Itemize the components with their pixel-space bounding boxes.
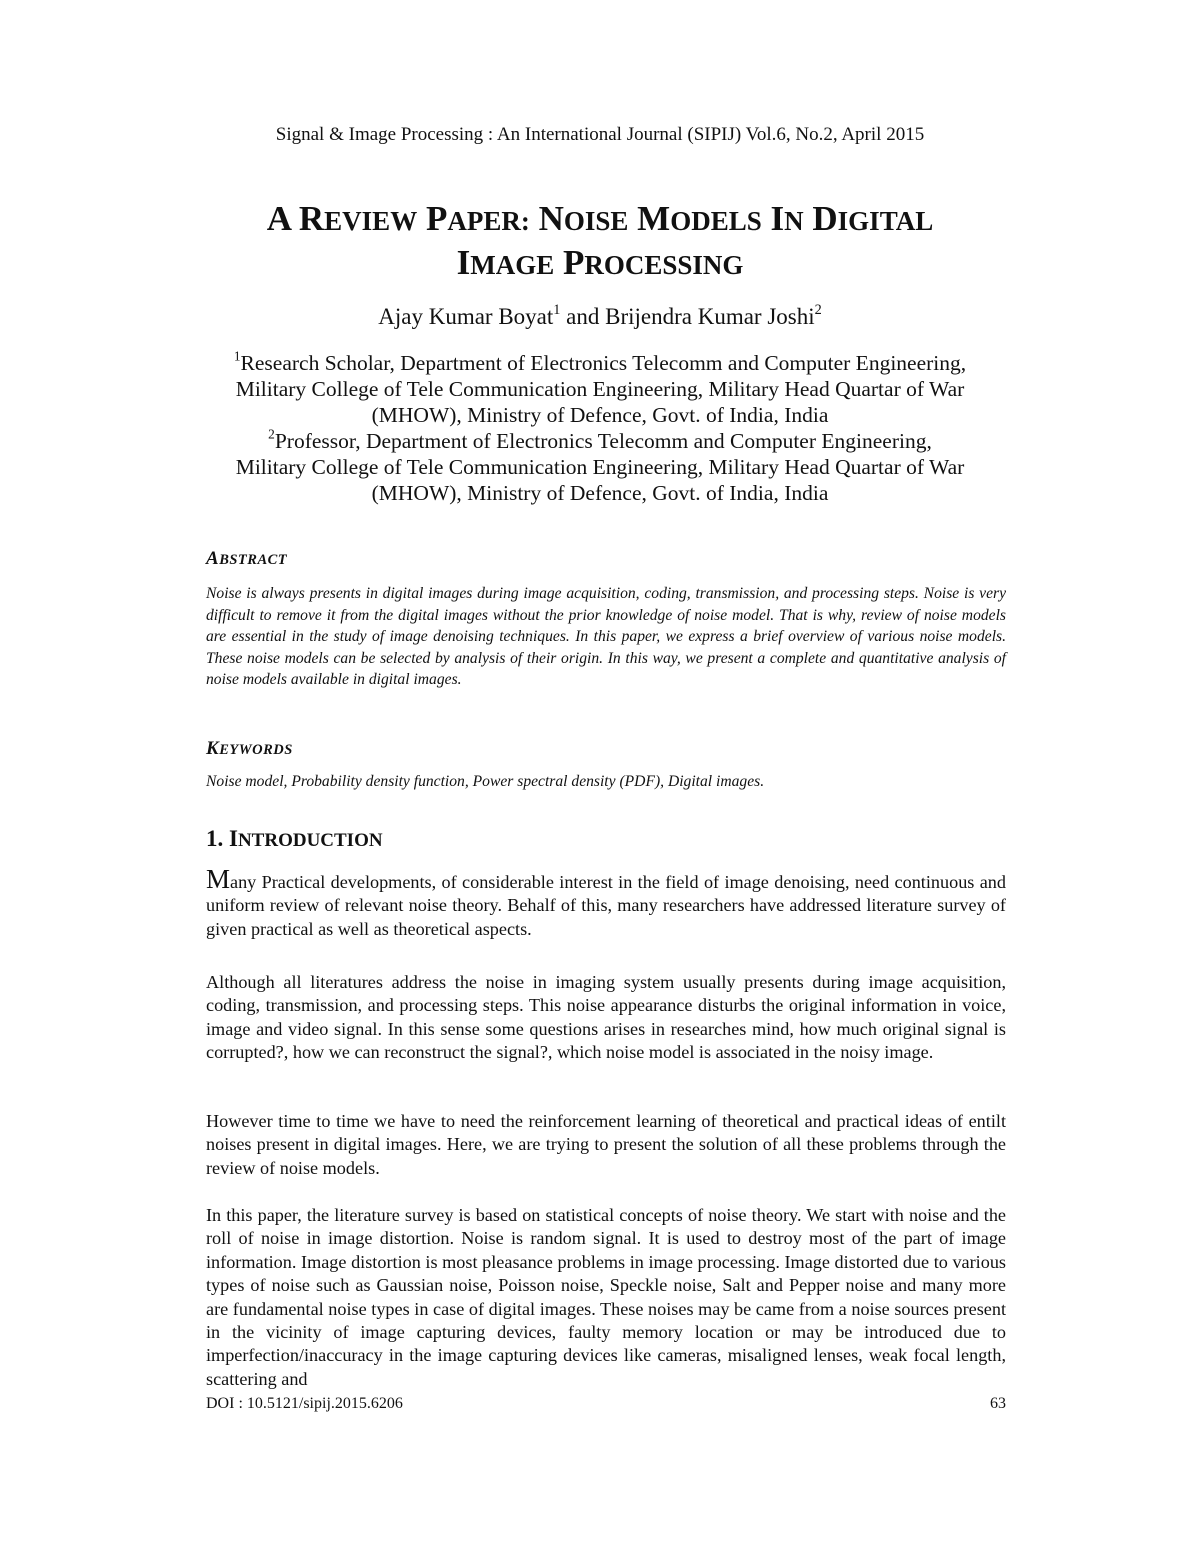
paragraph-1: Many Practical developments, of considerable interest in the field of image denoising, need continuous and uniform review of relevant noise theory. Behalf of this, many researchers have addressed literature survey of given practical as well as theoretical aspects. bbox=[206, 864, 1006, 939]
author-2: Brijendra Kumar Joshi bbox=[605, 304, 815, 329]
abstract-heading: ABSTRACT bbox=[206, 548, 288, 569]
paragraph-4: In this paper, the literature survey is based on statistical concepts of noise theory. We start with noise and the roll of noise in image distortion. Noise is random signal. It is used to destroy most of the part of image information. Image distortion is most pleasance problems in image processing. Image distorted due to various types of noise such as Gaussian noise, Poisson noise, Speckle noise, Salt and Pepper noise and many more are fundamental noise types in case of digital images. These noises may be came from a noise sources present in the vicinity of image capturing devices, faulty memory location or may be introduced due to imperfection/inaccuracy in the image capturing devices like cameras, misaligned lenses, weak focal length, scattering and bbox=[206, 1205, 1006, 1389]
affiliations: $^1$Research Scholar, Department of Electronics Telecomm and Computer Engineering, Military College of Tele Communication Engineering, Military Head Quartar of War (MHOW), Ministry of Defence, Govt. of India, India $^2$Professor, Department of Electronics Telecomm and Computer Engineering, Military College of Tele Communication Engineering, Military Head Quartar of War (MHOW), Ministry of Defence, Govt. of India, India bbox=[120, 350, 1080, 506]
paragraph-3: However time to time we have to need the reinforcement learning of theoretical and practical ideas of entilt noises present in digital images. Here, we are trying to present the solution of all these problems through the review of noise models. bbox=[206, 1111, 1006, 1178]
page-footer bbox=[206, 1395, 1006, 1413]
drop-cap: M bbox=[206, 864, 231, 894]
affiliation-1: $^1$Research Scholar, Department of Electronics Telecomm and Computer Engineering, bbox=[233, 348, 967, 375]
author-list: Ajay Kumar Boyat$^1$ and Brijendra Kumar Joshi$^2$ bbox=[378, 302, 822, 329]
keywords-heading: KEYWORDS bbox=[206, 738, 293, 759]
doi-text: DOI : 10.5121/sipij.2015.6206 bbox=[206, 1395, 403, 1412]
section-heading-introduction: 1. INTRODUCTION bbox=[206, 826, 383, 851]
keywords-text: Noise model, Probability density function, Power spectral density (PDF), Digital images. bbox=[206, 773, 765, 790]
paragraph-2: Although all literatures address the noise in imaging system usually presents during image acquisition, coding, transmission, and processing steps. This noise appearance disturbs the original information in voice, image and video signal. In this sense some questions arises in researches mind, how much original signal is corrupted?, how we can reconstruct the signal?, which noise model is associated in the noisy image. bbox=[206, 972, 1006, 1063]
abstract-text: Noise is always presents in digital images during image acquisition, coding, transmission, and processing steps. Noise is very difficult to remove it from the digital images without the prior knowledge of noise model. That is why, review of noise models are essential in the study of image denoising techniques. In this paper, we express a brief overview of various noise models. These noise models can be selected by analysis of their origin. In this way, we present a complete and quantitative analysis of noise models available in digital images. bbox=[206, 585, 1006, 688]
title-line-2: IMAGE PROCESSING bbox=[456, 243, 744, 282]
author-1: Ajay Kumar Boyat bbox=[378, 304, 554, 329]
affiliation-2: $^2$Professor, Department of Electronics Telecomm and Computer Engineering, bbox=[268, 426, 932, 453]
running-header: Signal & Image Processing : An International Journal (SIPIJ) Vol.6, No.2, April 2015 bbox=[275, 124, 925, 145]
page-number: 63 bbox=[990, 1395, 1006, 1412]
paper-title bbox=[0, 198, 1200, 286]
title-line-1: A REVIEW PAPER: NOISE MODELS IN DIGITAL bbox=[266, 199, 934, 238]
